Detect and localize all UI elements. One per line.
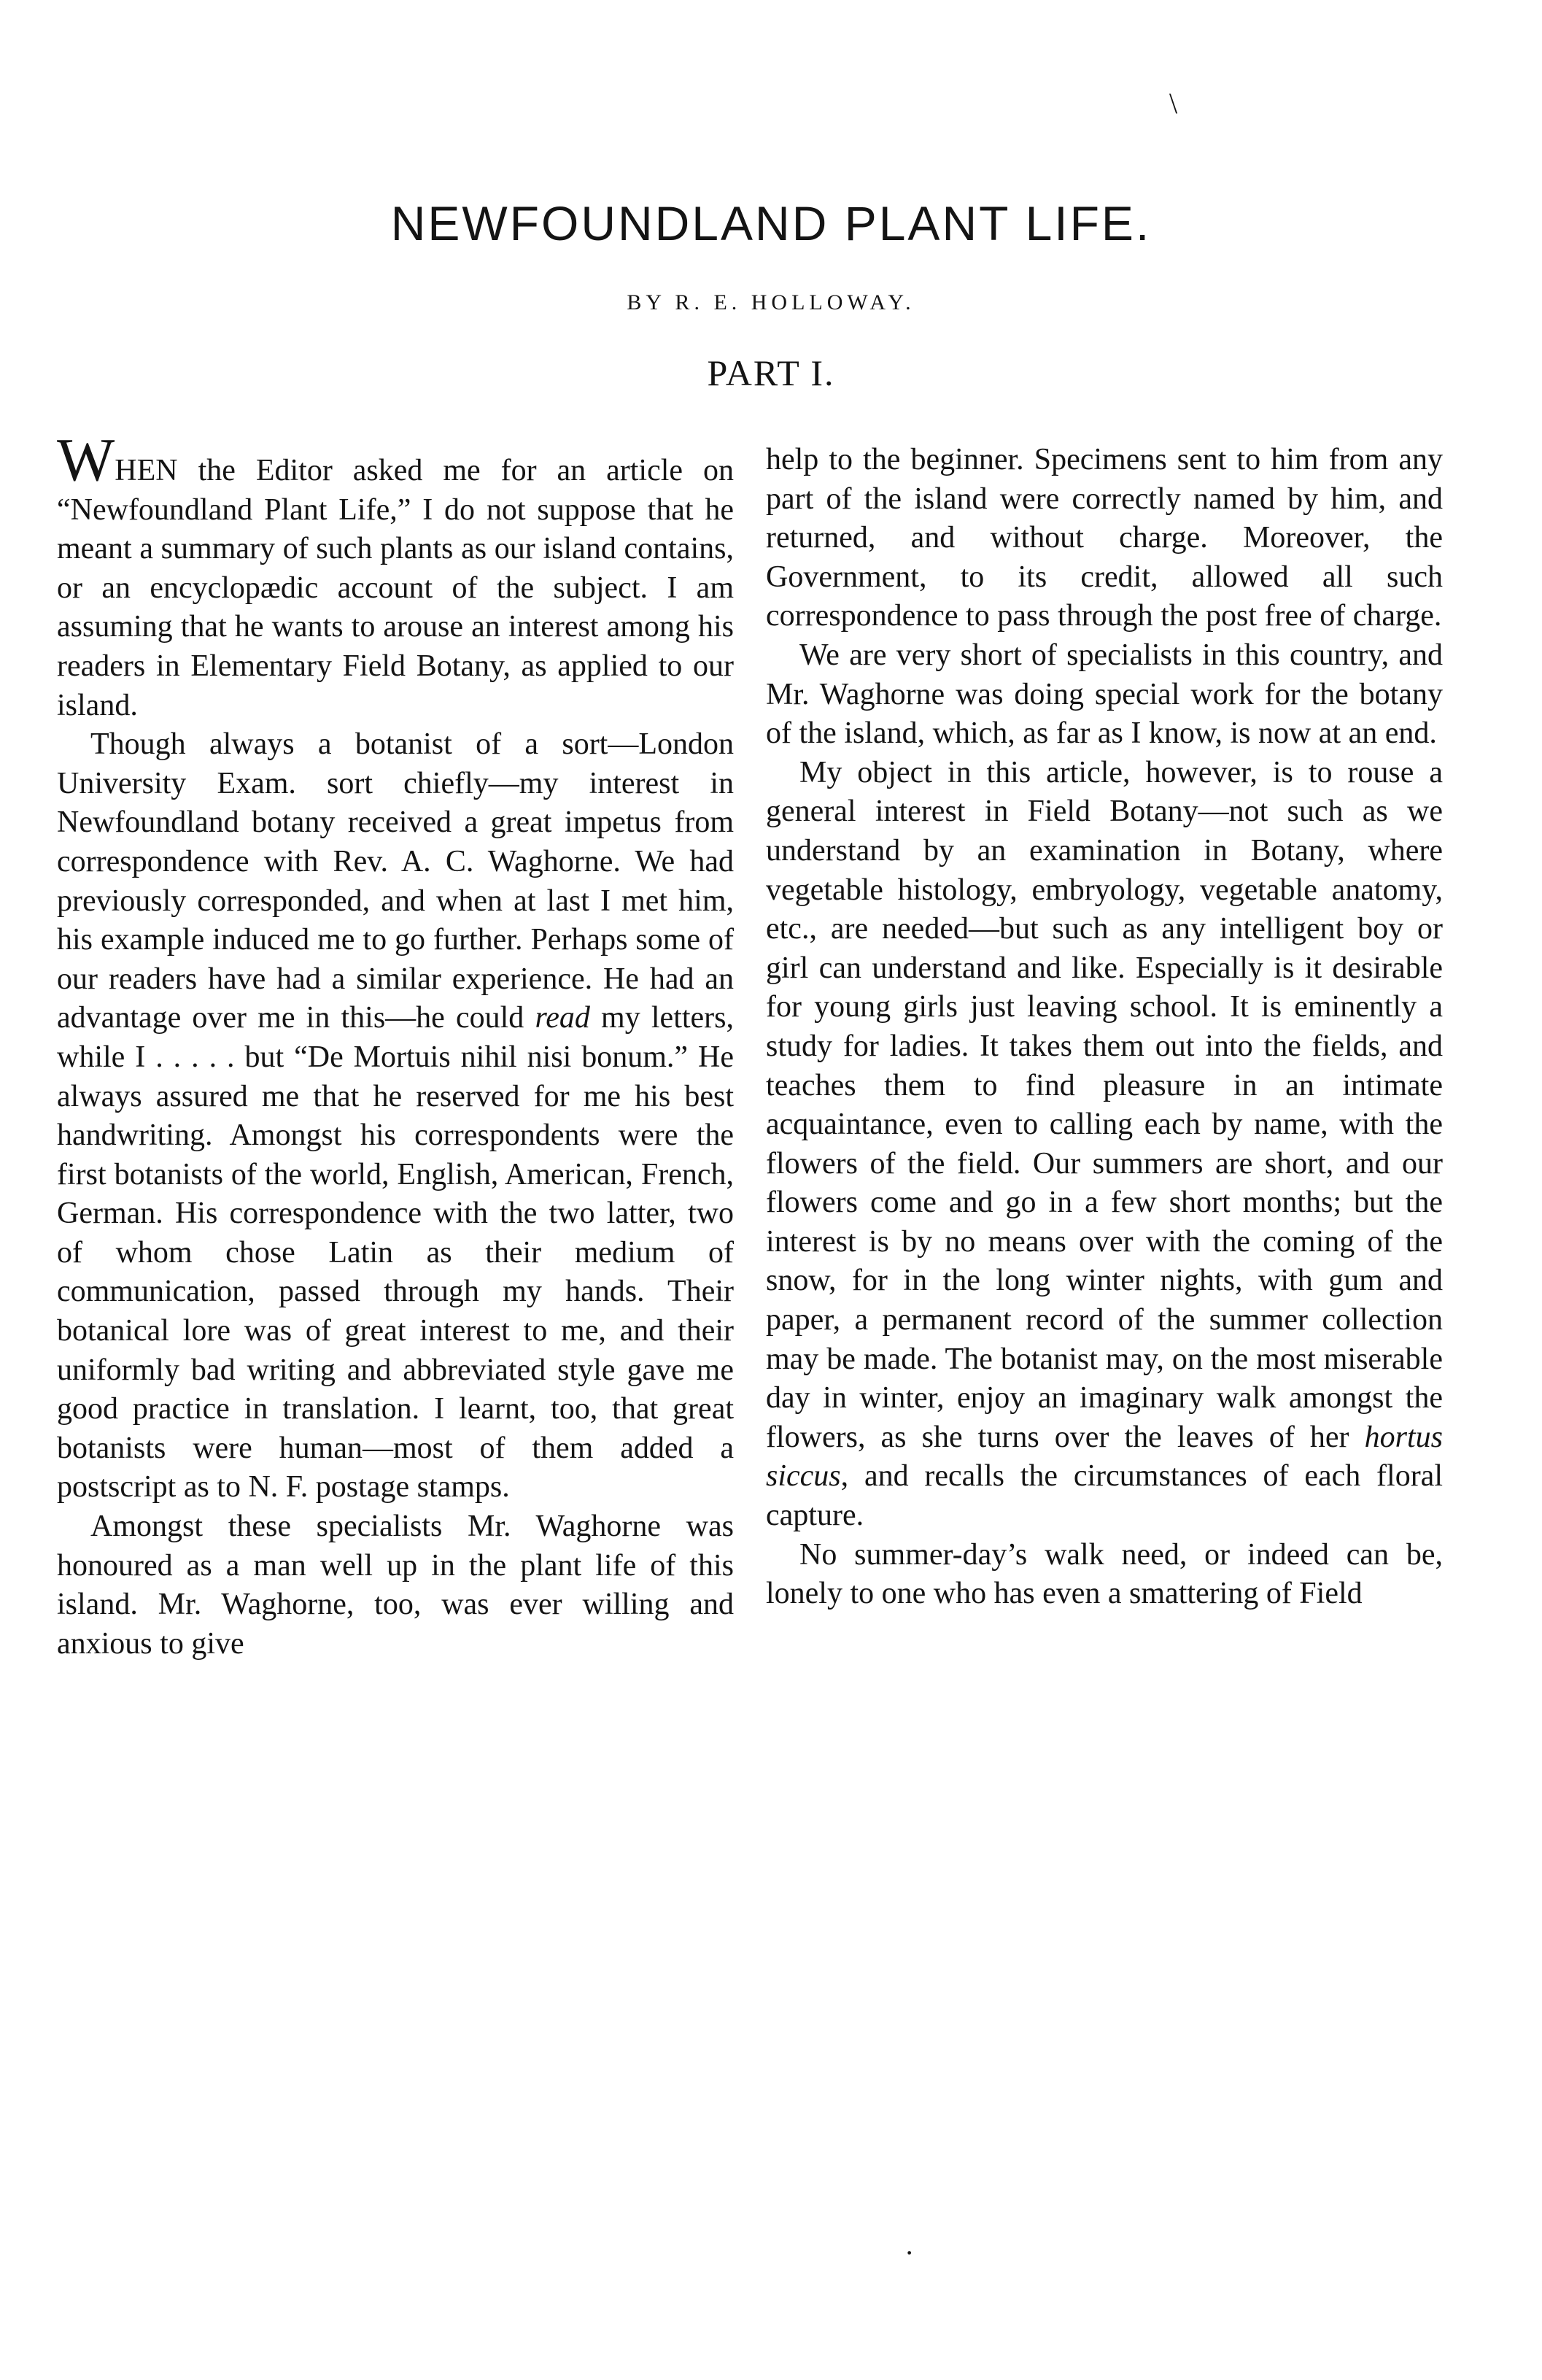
right-paragraph-3	[766, 754, 1443, 1536]
drop-cap: W	[57, 426, 115, 494]
left-column	[57, 426, 735, 1664]
author-byline: BY R. E. HOLLOWAY.	[627, 290, 915, 314]
left-paragraph-2	[57, 725, 734, 1507]
right-paragraph-4: No summer-day’s walk need, or indeed can be, lonely to one who has even a smattering of Field	[766, 1537, 1443, 1611]
left-paragraph-2-text-a: Though always a botanist of a sort—London University Exam. sort chiefly—my interest in Newfoundland botany received a great impetus from correspondence with Rev. A. C. Waghorne. We had previously corresponded, and when at last I met him, his example induced me to go further. Perhaps some of our readers have had a similar experience. He had an advantage over me in this—he could	[57, 727, 734, 1035]
left-paragraph-3: Amongst these specialists Mr. Waghorne was honoured as a man well up in the plant life of this island. Mr. Waghorne, too, was ever willing and anxious to give	[57, 1510, 734, 1661]
stray-mark-bottom: ·	[904, 2236, 915, 2269]
left-paragraph-2-text-b: my letters, while I . . . . . but “De Mortuis nihil nisi bonum.” He always assured me that he reserved for me his best handwriting. Amongst his correspondents were the first botanists of the world, English, American, French, German. His correspondence with the two latter, two of whom chose Latin as their medium of communication, passed through my hands. Their botanical lore was of great interest to me, and their uniformly bad writing and abbreviated style gave me good practice in translation. I learnt, too, that great botanists were human—most of them added a postscript as to N. F. postage stamps.	[57, 1001, 735, 1504]
right-paragraph-2: We are very short of specialists in this country, and Mr. Waghorne was doing special work for the botany of the island, which, as far as I know, is now at an end.	[766, 638, 1443, 751]
italic-hortus-siccus: hortus siccus	[766, 1420, 1443, 1494]
right-paragraph-1: help to the beginner. Specimens sent to him from any part of the island were correctly named by him, and returned, and without charge. Moreover, the Government, to its credit, allowed all such correspondence to pass through the post free of charge.	[766, 443, 1443, 633]
article-title: NEWFOUNDLAND PLANT LIFE.	[390, 196, 1152, 250]
right-paragraph-3-text-b: , and recalls the circumstances of each floral capture.	[766, 1459, 1443, 1533]
left-paragraph-1	[57, 426, 734, 725]
right-paragraph-3-text-a: My object in this article, however, is to rouse a general interest in Field Botany—not such as we understand by an examination in Botany, where vegetable histology, embryology, vegetable anatomy, etc., are needed—but such as any intelligent boy or girl can understand and like. Especially is it desirable for young girls just leaving school. It is eminently a study for ladies. It takes them out into the fields, and teaches them to find pleasure in an intimate acquaintance, even to calling each by name, with the flowers of the field. Our summers are short, and our flowers come and go in a few short months; but the interest is by no means over with the coming of the snow, for in the long winter nights, with gum and paper, a permanent record of the summer collection may be made. The botanist may, on the most miserable day in winter, enjoy an imaginary walk amongst the flowers, as she turns over the leaves of her	[766, 755, 1443, 1454]
italic-read: read	[535, 1001, 590, 1035]
left-paragraph-1-text: HEN the Editor asked me for an article on “Newfoundland Plant Life,” I do not suppose that he meant a summary of such plants as our island contains, or an encyclopædic account of the subject. I am assuming that he wants to arouse an interest among his readers in Elementary Field Botany, as applied to our island.	[57, 454, 734, 722]
part-heading: PART I.	[707, 352, 835, 393]
right-column	[766, 441, 1443, 1614]
stray-mark-top: \	[1169, 87, 1178, 120]
